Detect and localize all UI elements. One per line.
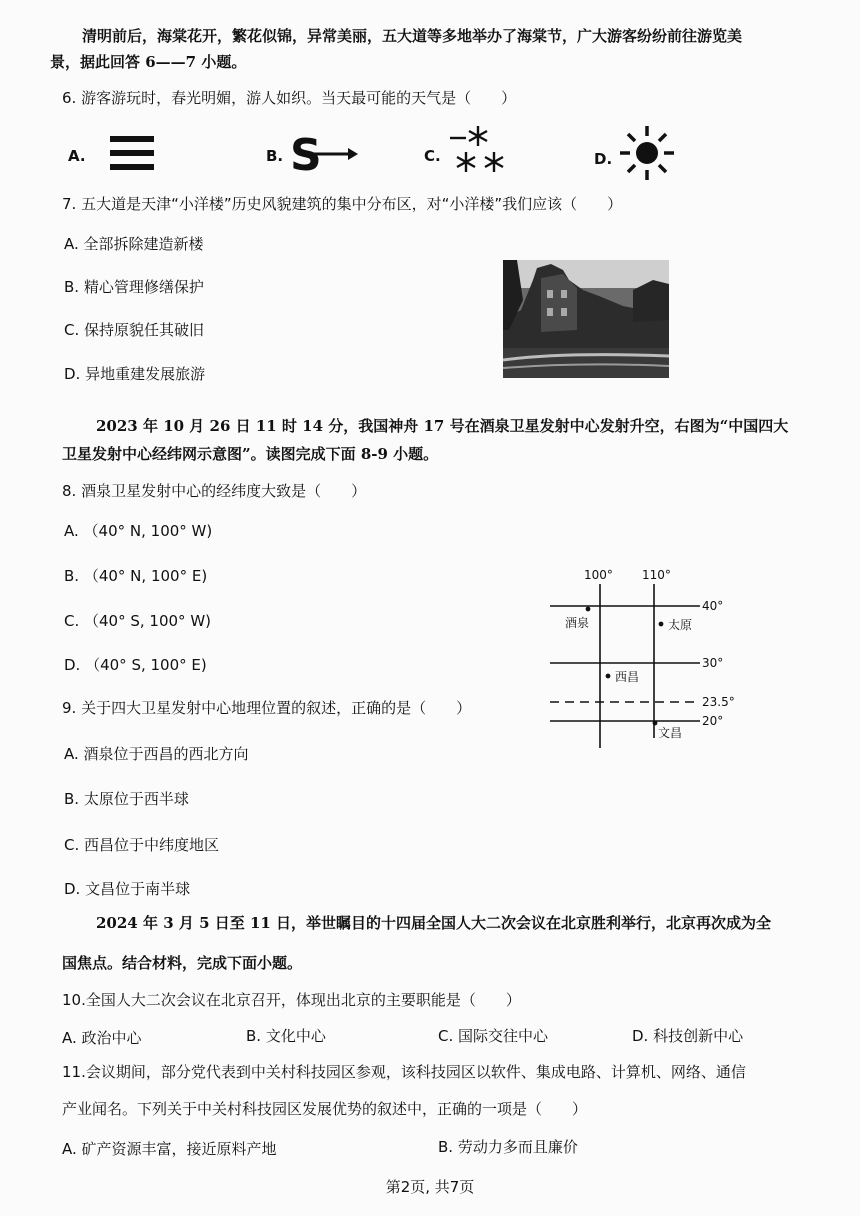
lat-label-30: 30°: [702, 656, 724, 670]
q11-option-b: B. 劳动力多而且廉价: [438, 1138, 578, 1156]
q8-option-d: D. （40° S, 100° E): [64, 656, 207, 674]
lat-label-40: 40°: [702, 599, 724, 613]
page-footer: 第2页, 共7页: [385, 1178, 475, 1196]
lat-label-20: 20°: [702, 714, 724, 728]
intro-3-line-2: 国焦点。结合材料，完成下面小题。: [62, 954, 303, 972]
question-7-stem: 7. 五大道是天津“小洋楼”历史风貌建筑的集中分布区，对“小洋楼”我们应该（ ）: [62, 195, 623, 213]
q9-option-b: B. 太原位于西半球: [64, 790, 189, 808]
q9-option-c: C. 西昌位于中纬度地区: [64, 836, 220, 854]
q7-option-b: B. 精心管理修缮保护: [64, 278, 204, 296]
q6-option-d-label: D.: [594, 150, 613, 168]
jiuquan-dot: [586, 607, 591, 612]
q8-option-c: C. （40° S, 100° W): [64, 612, 212, 630]
q11-option-a: A. 矿产资源丰富，接近原料产地: [62, 1140, 277, 1158]
q7-option-a: A. 全部拆除建造新楼: [64, 235, 204, 253]
fog-icon: [108, 132, 156, 176]
lat-label-23-5: 23.5°: [702, 695, 735, 709]
question-10-stem: 10.全国人大二次会议在北京召开，体现出北京的主要职能是（ ）: [62, 991, 521, 1009]
intro-1-line-1: 清明前后，海棠花开，繁花似锦，异常美丽，五大道等多地举办了海棠节，广大游客纷纷前往游览美: [82, 27, 743, 45]
question-11-stem-line-1: 11.会议期间，部分党代表到中关村科技园区参观，该科技园区以软件、集成电路、计算机、网络、通信: [62, 1063, 746, 1081]
intro-3-line-1: 2024 年 3 月 5 日至 11 日，举世瞩目的十四届全国人大二次会议在北京胜利举行，北京再次成为全: [96, 914, 772, 932]
q10-option-c: C. 国际交往中心: [438, 1027, 549, 1045]
question-9-stem: 9. 关于四大卫星发射中心地理位置的叙述，正确的是（ ）: [62, 699, 472, 717]
intro-1-line-2: 景，据此回答 6——7 小题。: [50, 53, 247, 71]
intro-2-line-1: 2023 年 10 月 26 日 11 时 14 分，我国神舟 17 号在酒泉卫星发射中心发射升空，右图为“中国四大: [96, 417, 789, 435]
q10-option-d: D. 科技创新中心: [632, 1027, 744, 1045]
q8-option-a: A. （40° N, 100° W): [64, 522, 213, 540]
snow-icon: [444, 124, 514, 178]
q8-option-b: B. （40° N, 100° E): [64, 567, 208, 585]
q7-option-c: C. 保持原貌任其破旧: [64, 321, 205, 339]
q9-option-d: D. 文昌位于南半球: [64, 880, 191, 898]
taiyuan-dot: [659, 622, 664, 627]
lon-label-110: 110°: [642, 568, 671, 582]
q6-option-b-label: B.: [266, 147, 284, 165]
western-building-photo: [503, 260, 669, 378]
place-taiyuan: 太原: [668, 618, 693, 632]
sunny-icon: [618, 124, 676, 182]
question-8-stem: 8. 酒泉卫星发射中心的经纬度大致是（ ）: [62, 482, 367, 500]
place-wenchang: 文昌: [658, 726, 683, 740]
sandstorm-icon: [288, 128, 358, 178]
q9-option-a: A. 酒泉位于西昌的西北方向: [64, 745, 249, 763]
question-6-stem: 6. 游客游玩时，春光明媚，游人如织。当天最可能的天气是（ ）: [62, 89, 517, 107]
q10-option-b: B. 文化中心: [246, 1027, 326, 1045]
xichang-dot: [606, 674, 611, 679]
intro-2-line-2: 卫星发射中心经纬网示意图”。读图完成下面 8-9 小题。: [62, 445, 439, 463]
lon-label-100: 100°: [584, 568, 613, 582]
place-xichang: 西昌: [615, 670, 640, 684]
q7-option-d: D. 异地重建发展旅游: [64, 365, 206, 383]
svg-text:S: S: [290, 130, 322, 178]
question-11-stem-line-2: 产业闻名。下列关于中关村科技园区发展优势的叙述中，正确的一项是（ ）: [62, 1100, 588, 1118]
q6-option-c-label: C.: [424, 147, 441, 165]
launch-centers-grid-map: [548, 562, 748, 754]
q10-option-a: A. 政治中心: [62, 1029, 142, 1047]
q6-option-a-label: A.: [68, 147, 86, 165]
place-jiuquan: 酒泉: [565, 616, 590, 630]
wenchang-dot: [653, 721, 658, 726]
